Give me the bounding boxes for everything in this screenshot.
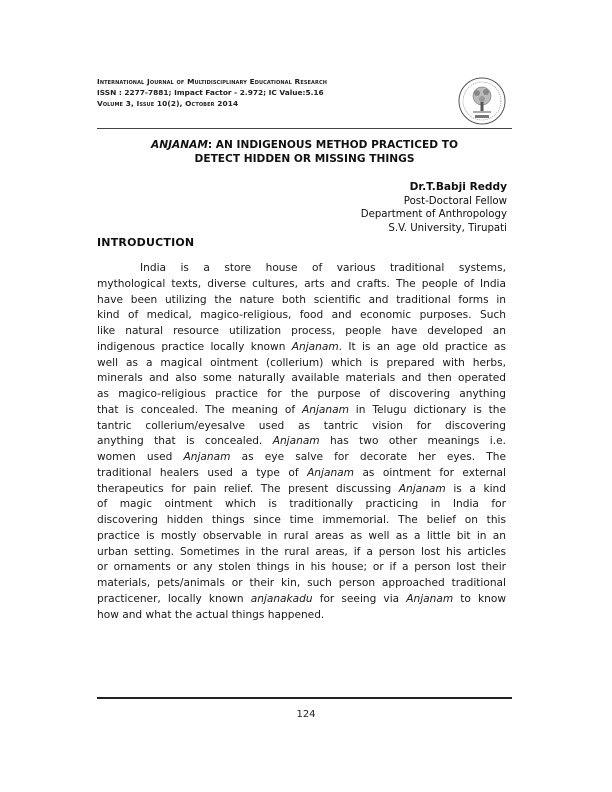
journal-name: International Journal of Multidisciplinary Educational Research xyxy=(97,77,328,86)
body-line xyxy=(97,529,506,545)
body-line xyxy=(97,340,506,356)
body-text-run: anything that is concealed. xyxy=(97,435,273,448)
author-university: S.V. University, Tirupati xyxy=(388,222,507,234)
body-text-run: discovering hidden things since time immemorial. The belief on this xyxy=(97,514,506,526)
body-text-run: that is concealed. The meaning of xyxy=(97,403,302,416)
body-italic-term: Anjanam xyxy=(183,451,231,463)
body-text-run: practice is mostly observable in rural areas as well as a little bit in an xyxy=(97,529,506,542)
body-text-run: to know xyxy=(453,592,506,605)
body-text-run: women used xyxy=(97,451,184,463)
body-text-run: well as a magical ointment (collerium) which is prepared with herbs, xyxy=(97,356,506,369)
paper-title xyxy=(97,138,512,166)
title-line-1 xyxy=(97,138,512,152)
body-text-run: of magic ointment which is traditionally practicing in India for xyxy=(97,498,506,511)
body-text-run: kind of medical, magico-religious, food and economic purposes. Such xyxy=(97,309,506,322)
body-line xyxy=(97,608,506,624)
title-line-1-rest: : AN INDIGENOUS METHOD PRACTICED TO xyxy=(207,139,458,151)
body-line xyxy=(97,482,506,498)
body-text-run: for seeing via xyxy=(312,592,407,605)
author-block xyxy=(207,181,507,235)
body-line xyxy=(97,324,506,340)
body-text-run: India is a store house of various traditional systems, xyxy=(140,262,506,274)
journal-volume: Volume 3, Issue 10(2), October 2014 xyxy=(97,99,239,108)
body-text-run: is a kind xyxy=(445,482,507,495)
page-number: 124 xyxy=(296,709,316,720)
body-line xyxy=(97,545,506,561)
body-paragraph xyxy=(97,261,506,623)
body-text-run: or ornaments or any stolen things in his house; or if a person lost their xyxy=(97,561,506,574)
body-text-run: like natural resource utilization process, people have developed an xyxy=(97,325,506,337)
body-italic-term: Anjanam xyxy=(302,403,349,416)
author-department: Department of Anthropology xyxy=(360,209,507,221)
author-position: Post-Doctoral Fellow xyxy=(403,195,507,207)
body-text-run: have been utilizing the nature both scientific and traditional forms in xyxy=(97,293,506,306)
body-line xyxy=(97,560,506,576)
body-line xyxy=(97,450,506,466)
body-text-run: minerals and also some naturally available materials and then operated xyxy=(97,372,506,385)
body-text-run: urban setting. Sometimes in the rural areas, if a person lost his articles xyxy=(97,545,506,558)
body-line xyxy=(97,419,506,435)
header-rule xyxy=(97,128,512,129)
journal-issn: ISSN : 2277-7881; Impact Factor - 2.972; IC Value:5.16 xyxy=(97,88,324,97)
body-text-run: mythological texts, diverse cultures, arts and crafts. The people of India xyxy=(97,277,506,290)
body-text-run: has two other meanings i.e. xyxy=(319,435,506,448)
body-line xyxy=(97,261,506,277)
body-italic-term: Anjanam xyxy=(307,466,354,479)
body-text-run: practicener, locally known xyxy=(97,592,251,605)
title-line-2: DETECT HIDDEN OR MISSING THINGS xyxy=(194,153,415,165)
body-italic-term: Anjanam xyxy=(406,592,454,605)
body-line xyxy=(97,466,506,482)
body-line xyxy=(97,356,506,372)
body-text-run: traditional healers used a type of xyxy=(97,466,308,479)
body-line xyxy=(97,403,506,419)
body-text-run: tantric collerium/eyesalve used as tantric vision for discovering xyxy=(97,419,506,432)
body-line xyxy=(97,513,506,529)
body-line xyxy=(97,387,506,403)
title-italic-word: ANJANAM xyxy=(151,139,208,151)
body-italic-term: Anjanam xyxy=(398,482,446,495)
body-line xyxy=(97,497,506,513)
body-text-run: . It is an age old practice as xyxy=(338,340,506,353)
body-line xyxy=(97,434,506,450)
journal-seal-icon xyxy=(457,76,507,126)
section-heading: INTRODUCTION xyxy=(97,236,195,249)
body-line xyxy=(97,576,506,592)
footer-rule xyxy=(97,697,512,699)
author-name: Dr.T.Babji Reddy xyxy=(409,181,507,193)
journal-header xyxy=(97,76,457,109)
body-text-run: as magico-religious practice for the purpose of discovering anything xyxy=(97,388,506,400)
body-line xyxy=(97,371,506,387)
body-text-run: therapeutics for pain relief. The present discussing xyxy=(97,482,399,495)
body-line xyxy=(97,592,506,608)
body-text-run: materials, pets/animals or their kin, such person approached traditional xyxy=(97,577,506,589)
body-text-run: as ointment for external xyxy=(353,466,506,479)
body-italic-term: Anjanam xyxy=(272,435,320,448)
body-text-run: as eye salve for decorate her eyes. The xyxy=(230,451,506,463)
body-text-run: indigenous practice locally known xyxy=(97,340,292,353)
body-italic-term: anjanakadu xyxy=(250,592,313,605)
body-text-run: how and what the actual things happened. xyxy=(97,608,325,621)
body-italic-term: Anjanam xyxy=(291,340,339,353)
body-text-run: in Telugu dictionary is the xyxy=(348,403,506,416)
body-line xyxy=(97,293,506,309)
body-line xyxy=(97,277,506,293)
body-line xyxy=(97,308,506,324)
